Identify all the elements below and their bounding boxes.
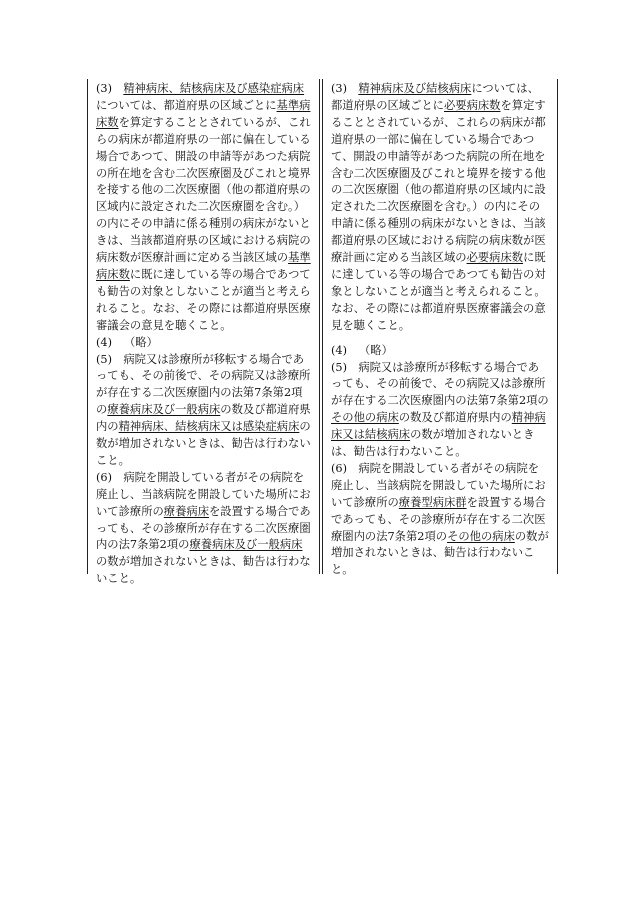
left-item-3-body — [96, 82, 311, 332]
underlined-phrase: 必要病床数 — [466, 251, 524, 265]
underlined-phrase: 療養型病床群 — [398, 495, 467, 509]
text-run: 病院を開設している者がその病院を廃止し、当該病院を開設していた場所において診療所の — [331, 461, 546, 509]
text-run: を設置する場合であっても、その診療所が存在する二次医療圏内の法7条第2項の — [96, 504, 311, 552]
left-item-6-number: (6) — [96, 470, 113, 484]
right-item-5 — [331, 360, 549, 461]
text-run: の数が増加されないときは、勧告は行わないこと。 — [331, 529, 549, 577]
underlined-phrase: 基準病床数 — [96, 98, 311, 129]
right-item-6 — [331, 461, 549, 579]
text-run: の数が増加されないときは、勧告は行わないこと。 — [331, 428, 535, 459]
text-run: 病院を開設している者がその病院を廃止し、当該病院を開設していた場所において診療所の — [96, 470, 311, 518]
left-column-new-text — [87, 79, 320, 586]
right-item-4-number: (4) — [331, 343, 348, 357]
text-run: に既に達している等の場合であつても勧告の対象としないことが適当と考えられること。なお、その際には都道府県医療審議会の意見を聴くこと。 — [331, 251, 546, 332]
underlined-phrase: 必要病床数 — [443, 98, 501, 112]
text-run: 病院又は診療所が移転する場合であっても、その前後で、その病院又は診療所が存在する二次医療圏内の法第7条第2項の — [331, 360, 549, 408]
right-column-old-text — [322, 79, 558, 577]
text-run: の数及び都道府県内の — [96, 403, 311, 434]
left-item-6 — [96, 470, 311, 588]
left-item-3-number: (3) — [96, 82, 113, 95]
text-run — [112, 82, 123, 95]
underlined-phrase: 療養病床 — [163, 504, 209, 518]
right-item-4 — [331, 343, 549, 360]
left-item-5-body — [96, 353, 311, 467]
text-run: の数が増加されないときは、勧告は行わないこと。 — [96, 555, 311, 586]
text-run — [347, 82, 358, 95]
left-item-5-number: (5) — [96, 352, 113, 366]
underlined-phrase: 精神病床及び結核病床 — [358, 82, 472, 95]
text-run: を算定することとされているが、これらの病床が都道府県の一部に偏在している場合であつて、開設の申請等があつた病院の所在地を含む二次医療圏及びこれと境界を接する他の二次医療圏（他の都道府県の区域内に設定された二次医療圏を含む。）の内にその申請に係る種別の病床がないときは、当該都道府県の区域における病院の病床数が医療計画に定める当該区域の — [96, 115, 311, 265]
text-run: を設置する場合であっても、その診療所が存在する二次医療圏内の法7条第2項の — [331, 495, 546, 543]
text-run: の数及び都道府県内の — [398, 411, 512, 425]
right-item-5-number: (5) — [331, 360, 348, 374]
underlined-phrase: 精神病床、結核病床又は感染症病床 — [118, 420, 300, 434]
right-item-6-number: (6) — [331, 461, 348, 475]
underlined-phrase: 療養病床及び一般病床 — [189, 538, 303, 552]
text-run: については、都道府県の区域ごとに — [331, 82, 539, 112]
left-item-4 — [96, 335, 311, 352]
left-item-3 — [96, 81, 311, 335]
underlined-phrase: 精神病床、結核病床及び感染症病床 — [123, 82, 305, 95]
left-item-4-body: （略） — [124, 335, 158, 349]
underlined-phrase: 療養病床及び一般病床 — [107, 403, 221, 417]
underlined-phrase: その他の病床 — [447, 529, 515, 543]
right-item-3-number: (3) — [331, 82, 348, 95]
right-item-6-body — [331, 462, 549, 576]
underlined-phrase: その他の病床 — [331, 411, 399, 425]
text-run: の数が増加されないときは、勧告は行わないこと。 — [96, 420, 311, 467]
text-run: を算定することとされているが、これらの病床が都道府県の一部に偏在している場合であつて、開設の申請等があつた病院の所在地を含む二次医療圏及びこれと境界を接する他の二次医療圏（他の都道府県の区域内に設定された二次医療圏を含む。）の内にその申請に係る種別の病床がないときは、当該都道府県の区域における病院の病床数が医療計画に定める当該区域の — [331, 98, 546, 265]
left-item-5 — [96, 352, 311, 470]
right-item-3 — [331, 81, 549, 335]
left-item-4-number: (4) — [96, 335, 113, 349]
right-item-5-body — [331, 361, 549, 459]
text-run: 病院又は診療所が移転する場合であっても、その前後で、その病院又は診療所が存在する二次医療圏内の法第7条第2項の — [96, 352, 311, 417]
left-item-6-body — [96, 471, 311, 585]
right-item-4-body: （略） — [359, 343, 393, 357]
text-run: に既に達している等の場合であつても勧告の対象としないことが適当と考えられること。なお、その際には都道府県医療審議会の意見を聴くこと。 — [96, 267, 311, 332]
right-item-3-body — [331, 82, 546, 332]
text-run: については、都道府県の区域ごとに — [96, 98, 277, 112]
underlined-phrase: 精神病床又は結核病床 — [331, 411, 546, 442]
underlined-phrase: 基準病床数 — [96, 251, 311, 281]
